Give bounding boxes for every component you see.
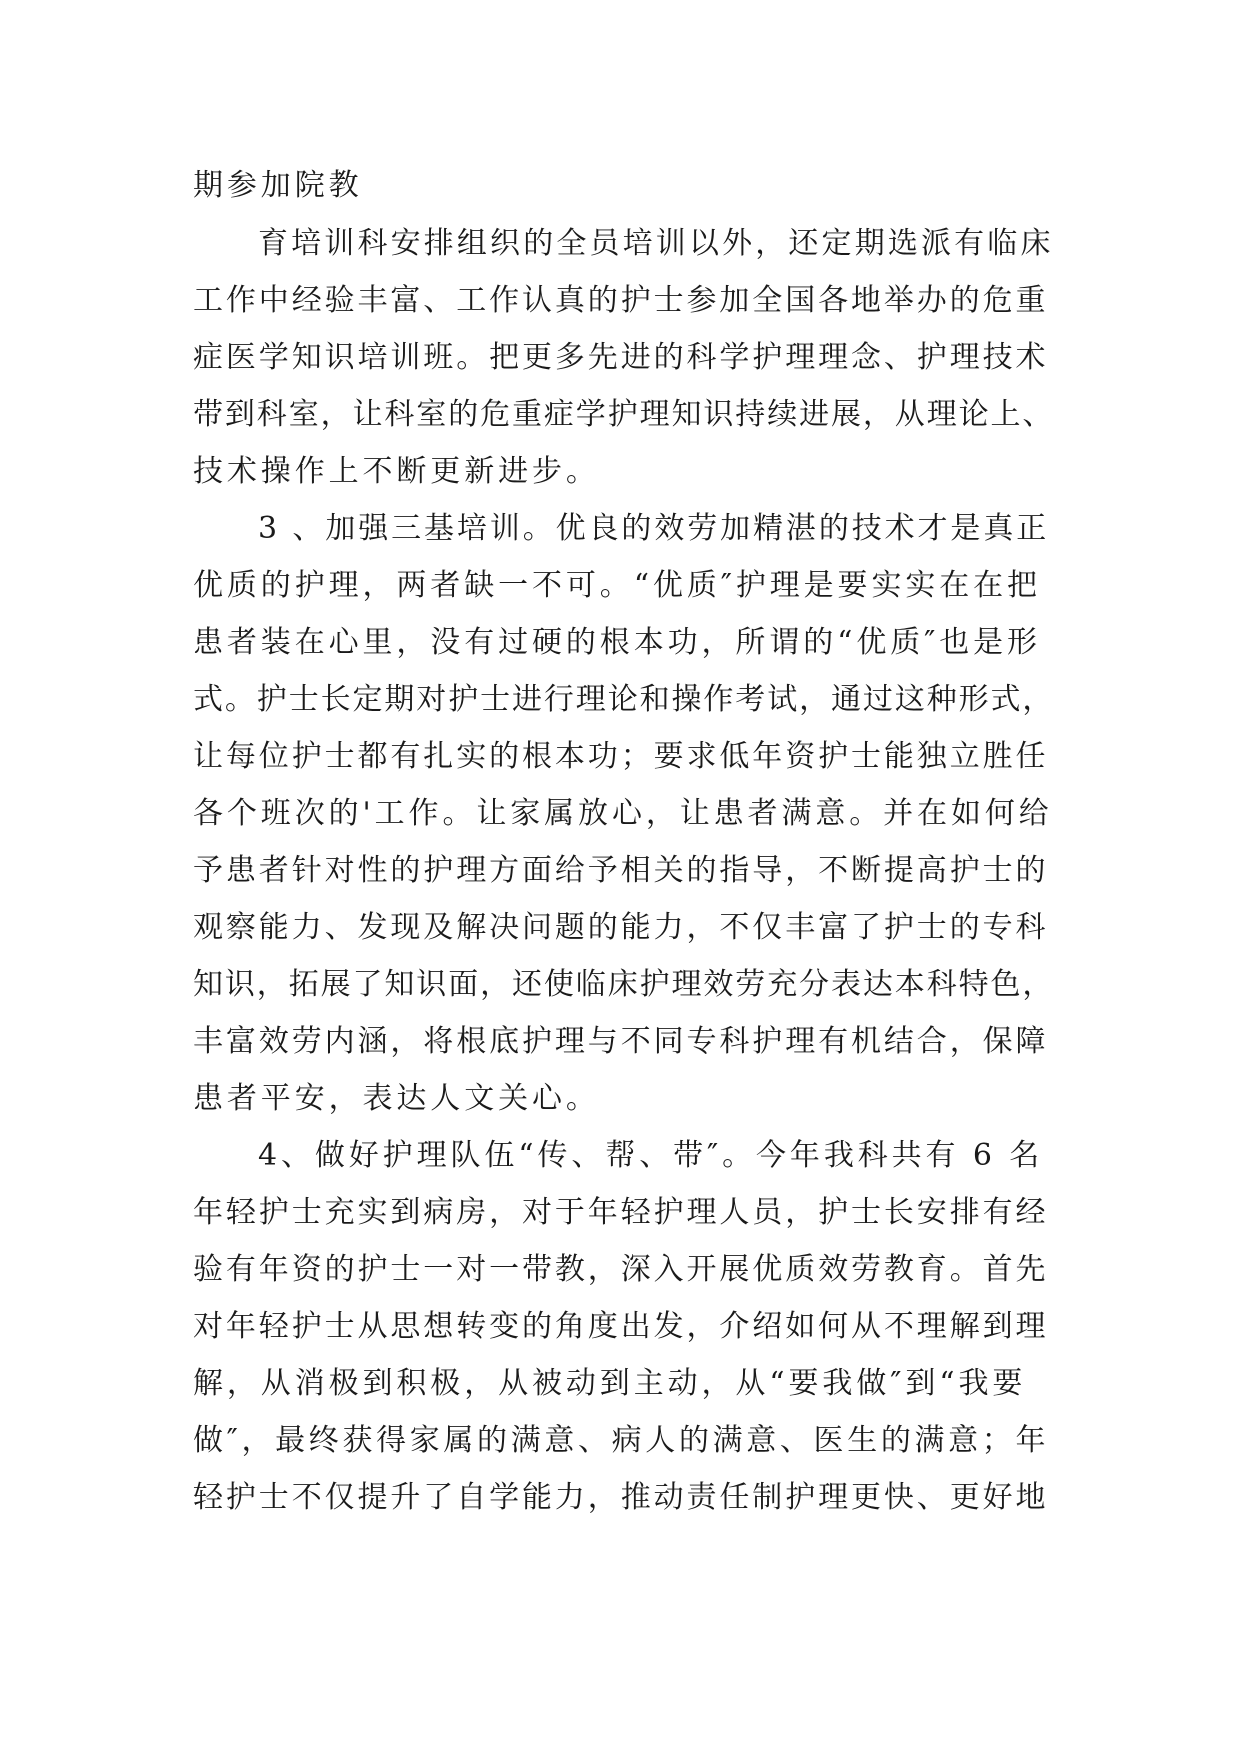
text-line: 患者平安，表达人文关心。 xyxy=(193,1081,600,1116)
text-line: 观察能力、发现及解决问题的能力，不仅丰富了护士的专科 xyxy=(193,910,1049,945)
text-line: 带到科室，让科室的危重症学护理知识持续进展，从理论上、 xyxy=(193,397,1055,432)
text-line: 解，从消极到积极，从被动到主动，从“要我做″到“我要 xyxy=(193,1366,1027,1401)
text-line: 各个班次的'工作。让家属放心，让患者满意。并在如何给 xyxy=(193,796,1053,831)
text-line: 验有年资的护士一对一带教，深入开展优质效劳教育。首先 xyxy=(193,1252,1049,1287)
text-line: 对年轻护士从思想转变的角度出发，介绍如何从不理解到理 xyxy=(193,1309,1049,1344)
paragraph-start-line: 4、做好护理队伍“传、帮、带″。今年我科共有 6 名 xyxy=(258,1138,1044,1173)
text-line: 予患者针对性的护理方面给予相关的指导，不断提高护士的 xyxy=(193,853,1049,888)
text-line: 知识，拓展了知识面，还使临床护理效劳充分表达本科特色， xyxy=(193,967,1055,1002)
text-line: 年轻护士充实到病房，对于年轻护理人员，护士长安排有经 xyxy=(193,1195,1049,1230)
text-line: 做″，最终获得家属的满意、病人的满意、医生的满意；年 xyxy=(193,1423,1050,1458)
paragraph-start-line: 育培训科安排组织的全员培训以外，还定期选派有临床 xyxy=(258,226,1054,261)
text-line: 丰富效劳内涵，将根底护理与不同专科护理有机结合，保障 xyxy=(193,1024,1049,1059)
text-line: 优质的护理，两者缺一不可。“优质″护理是要实实在在把 xyxy=(193,568,1041,603)
text-line: 症医学知识培训班。把更多先进的科学护理理念、护理技术 xyxy=(193,340,1049,375)
text-line: 患者装在心里，没有过硬的根本功，所谓的“优质″也是形 xyxy=(193,625,1041,660)
text-line: 工作中经验丰富、工作认真的护士参加全国各地举办的危重 xyxy=(193,283,1049,318)
text-line: 式。护士长定期对护士进行理论和操作考试，通过这种形式， xyxy=(193,682,1055,717)
text-line: 让每位护士都有扎实的根本功；要求低年资护士能独立胜任 xyxy=(193,739,1049,774)
paragraph-start-line: 3 、加强三基培训。优良的效劳加精湛的技术才是真正 xyxy=(258,511,1050,546)
text-line: 技术操作上不断更新进步。 xyxy=(193,454,600,489)
text-line: 轻护士不仅提升了自学能力，推动责任制护理更快、更好地 xyxy=(193,1480,1049,1515)
text-line: 期参加院教 xyxy=(193,168,363,203)
